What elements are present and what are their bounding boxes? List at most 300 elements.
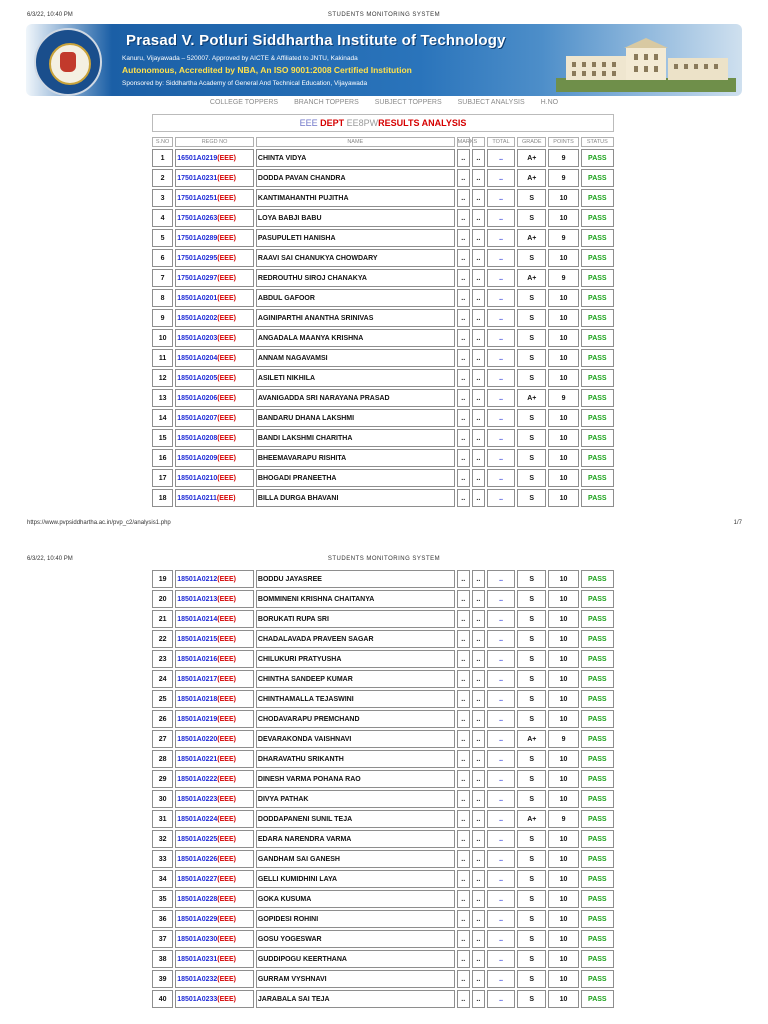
row-regd-no[interactable] [175,650,254,668]
nav-branch-toppers[interactable]: BRANCH TOPPERS [294,99,359,106]
row-status: PASS [581,289,614,307]
regd-dept-tag: (EEE) [217,254,236,262]
row-sno: 7 [152,269,173,287]
row-grade: S [517,590,546,608]
row-points: 10 [548,750,578,768]
row-status: PASS [581,429,614,447]
row-marks: .. [457,690,470,708]
nav-hno[interactable]: H.NO [540,99,559,106]
row-name: AVANIGADDA SRI NARAYANA PRASAD [256,389,455,407]
row-total: .. [487,790,515,808]
row-total: .. [487,349,515,367]
results-table [150,568,616,1010]
row-total: .. [487,610,515,628]
row-marks-2: .. [472,349,485,367]
row-grade: A+ [517,169,546,187]
regd-dept-tag: (EEE) [217,354,236,362]
row-marks-2: .. [472,870,485,888]
row-name: ANNAM NAGAVAMSI [256,349,455,367]
row-marks: .. [457,770,470,788]
row-points: 10 [548,429,578,447]
row-points: 10 [548,349,578,367]
table-row [152,870,614,888]
row-status: PASS [581,850,614,868]
regd-number[interactable]: 18501A0232 [177,975,218,983]
row-regd-no[interactable] [175,890,254,908]
row-marks: .. [457,630,470,648]
row-regd-no[interactable] [175,910,254,928]
row-sno: 10 [152,329,173,347]
row-status: PASS [581,690,614,708]
row-regd-no[interactable] [175,950,254,968]
row-status: PASS [581,149,614,167]
table-row [152,429,614,447]
regd-dept-tag: (EEE) [217,895,236,903]
row-marks-2: .. [472,750,485,768]
col-marks: MARKS [457,139,478,145]
institute-logo-icon [34,28,102,96]
row-name: DHARAVATHU SRIKANTH [256,750,455,768]
row-marks: .. [457,870,470,888]
regd-number[interactable]: 18501A0229 [177,915,218,923]
row-points: 10 [548,449,578,467]
row-marks-2: .. [472,489,485,507]
table-row [152,830,614,848]
row-total: .. [487,710,515,728]
regd-dept-tag: (EEE) [217,454,236,462]
regd-number[interactable]: 18501A0214 [177,615,218,623]
regd-number[interactable]: 18501A0210 [177,474,218,482]
page-header [0,8,768,22]
row-name: CHINTHAMALLA TEJASWINI [256,690,455,708]
regd-number[interactable]: 18501A0223 [177,795,218,803]
regd-dept-tag: (EEE) [217,995,236,1003]
row-grade: S [517,429,546,447]
row-marks: .. [457,590,470,608]
regd-number[interactable]: 18501A0224 [177,815,218,823]
regd-number[interactable]: 16501A0219 [177,154,218,162]
row-name: CHODAVARAPU PREMCHAND [256,710,455,728]
regd-number[interactable]: 18501A0230 [177,935,218,943]
row-regd-no[interactable] [175,369,254,387]
row-regd-no[interactable] [175,990,254,1008]
row-grade: S [517,950,546,968]
row-marks-2: .. [472,389,485,407]
row-grade: S [517,930,546,948]
table-row [152,710,614,728]
row-marks: .. [457,289,470,307]
row-sno: 8 [152,289,173,307]
row-sno: 37 [152,930,173,948]
row-sno: 34 [152,870,173,888]
row-sno: 2 [152,169,173,187]
row-marks-2: .. [472,890,485,908]
row-marks: .. [457,790,470,808]
nav-subject-analysis[interactable]: SUBJECT ANALYSIS [457,99,525,106]
row-sno: 25 [152,690,173,708]
row-regd-no[interactable] [175,810,254,828]
row-points: 10 [548,890,578,908]
regd-number[interactable]: 18501A0204 [177,354,218,362]
row-regd-no[interactable] [175,870,254,888]
row-sno: 3 [152,189,173,207]
row-marks: .. [457,169,470,187]
row-name: GOKA KUSUMA [256,890,455,908]
regd-number[interactable]: 18501A0203 [177,334,218,342]
regd-number[interactable]: 18501A0218 [177,695,218,703]
row-marks-2: .. [472,650,485,668]
regd-number[interactable]: 18501A0209 [177,454,218,462]
row-grade: S [517,630,546,648]
page-url: https://www.pvpsiddhartha.ac.in/pvp_c2/analysis1.php [27,520,171,526]
row-marks-2: .. [472,570,485,588]
row-sno: 39 [152,970,173,988]
row-name: PASUPULETI HANISHA [256,229,455,247]
row-regd-no[interactable] [175,970,254,988]
regd-number[interactable]: 18501A0226 [177,855,218,863]
regd-dept-tag: (EEE) [217,394,236,402]
row-sno: 14 [152,409,173,427]
row-status: PASS [581,830,614,848]
table-row [152,970,614,988]
row-grade: S [517,970,546,988]
row-marks-2: .. [472,189,485,207]
row-total: .. [487,890,515,908]
regd-number[interactable]: 18501A0207 [177,414,218,422]
row-regd-no[interactable] [175,790,254,808]
row-status: PASS [581,189,614,207]
row-name: JARABALA SAI TEJA [256,990,455,1008]
table-row [152,930,614,948]
nav-subject-toppers[interactable]: SUBJECT TOPPERS [374,99,442,106]
row-name: GELLI KUMIDHINI LAYA [256,870,455,888]
row-total: .. [487,670,515,688]
regd-number[interactable]: 17501A0289 [177,234,218,242]
regd-number[interactable]: 17501A0231 [177,174,218,182]
regd-number[interactable]: 18501A0212 [177,575,218,583]
row-regd-no[interactable] [175,309,254,327]
regd-number[interactable]: 18501A0217 [177,675,218,683]
regd-dept-tag: (EEE) [217,695,236,703]
row-regd-no[interactable] [175,169,254,187]
row-points: 10 [548,930,578,948]
regd-number[interactable]: 17501A0251 [177,194,218,202]
row-name: BILLA DURGA BHAVANI [256,489,455,507]
row-grade: S [517,610,546,628]
row-marks-2: .. [472,970,485,988]
row-regd-no[interactable] [175,289,254,307]
row-sno: 13 [152,389,173,407]
row-regd-no[interactable] [175,149,254,167]
page-number: 1/7 [733,520,742,526]
row-points: 10 [548,790,578,808]
row-total: .. [487,730,515,748]
regd-number[interactable]: 18501A0213 [177,595,218,603]
table-row [152,730,614,748]
row-sno: 28 [152,750,173,768]
row-sno: 16 [152,449,173,467]
regd-number[interactable]: 18501A0211 [177,494,217,502]
row-regd-no[interactable] [175,730,254,748]
regd-dept-tag: (EEE) [217,815,236,823]
row-status: PASS [581,229,614,247]
row-total: .. [487,169,515,187]
row-total: .. [487,289,515,307]
row-total: .. [487,830,515,848]
row-marks: .. [457,950,470,968]
nav-college-toppers[interactable]: COLLEGE TOPPERS [209,99,279,106]
row-points: 10 [548,990,578,1008]
row-sno: 17 [152,469,173,487]
results-table-2 [150,568,616,1010]
row-name: GURRAM VYSHNAVI [256,970,455,988]
table-row [152,690,614,708]
row-regd-no[interactable] [175,830,254,848]
row-sno: 27 [152,730,173,748]
regd-number[interactable]: 18501A0215 [177,635,218,643]
row-status: PASS [581,870,614,888]
regd-dept-tag: (EEE) [217,675,236,683]
row-sno: 24 [152,670,173,688]
row-points: 9 [548,730,578,748]
row-marks-2: .. [472,169,485,187]
row-name: GUDDIPOGU KEERTHANA [256,950,455,968]
page-datetime: 6/3/22, 10:40 PM [27,556,73,562]
row-regd-no[interactable] [175,429,254,447]
row-regd-no[interactable] [175,449,254,467]
regd-number[interactable]: 18501A0202 [177,314,218,322]
row-regd-no[interactable] [175,249,254,267]
table-row [152,469,614,487]
row-regd-no[interactable] [175,770,254,788]
row-regd-no[interactable] [175,269,254,287]
row-marks: .. [457,489,470,507]
col-grade: GRADE [517,137,546,147]
row-grade: A+ [517,389,546,407]
row-grade: A+ [517,229,546,247]
row-grade: S [517,990,546,1008]
row-total: .. [487,449,515,467]
row-marks: .. [457,149,470,167]
row-status: PASS [581,630,614,648]
row-grade: A+ [517,149,546,167]
regd-number[interactable]: 18501A0205 [177,374,218,382]
row-marks-2: .. [472,249,485,267]
row-marks: .. [457,409,470,427]
row-sno: 22 [152,630,173,648]
row-regd-no[interactable] [175,409,254,427]
row-marks: .. [457,329,470,347]
row-points: 10 [548,830,578,848]
row-marks-2: .. [472,830,485,848]
row-total: .. [487,930,515,948]
table-row [152,409,614,427]
row-status: PASS [581,389,614,407]
col-points: POINTS [548,137,578,147]
regd-dept-tag: (EEE) [217,334,236,342]
row-regd-no[interactable] [175,630,254,648]
row-regd-no[interactable] [175,209,254,227]
row-status: PASS [581,489,614,507]
regd-number[interactable]: 18501A0206 [177,394,218,402]
row-regd-no[interactable] [175,329,254,347]
row-status: PASS [581,670,614,688]
table-row [152,289,614,307]
regd-number[interactable]: 18501A0233 [177,995,218,1003]
row-grade: A+ [517,810,546,828]
row-regd-no[interactable] [175,570,254,588]
row-marks-2: .. [472,690,485,708]
row-marks: .. [457,710,470,728]
row-sno: 19 [152,570,173,588]
regd-number[interactable]: 18501A0219 [177,715,218,723]
row-name: BANDARU DHANA LAKSHMI [256,409,455,427]
regd-number[interactable]: 17501A0297 [177,274,218,282]
row-name: REDROUTHU SIROJ CHANAKYA [256,269,455,287]
row-grade: S [517,790,546,808]
row-status: PASS [581,790,614,808]
regd-number[interactable]: 18501A0225 [177,835,218,843]
row-marks: .. [457,930,470,948]
row-regd-no[interactable] [175,389,254,407]
row-name: LOYA BABJI BABU [256,209,455,227]
row-regd-no[interactable] [175,489,254,507]
row-status: PASS [581,449,614,467]
row-points: 9 [548,149,578,167]
row-grade: S [517,710,546,728]
row-grade: S [517,189,546,207]
row-grade: A+ [517,269,546,287]
row-name: GANDHAM SAI GANESH [256,850,455,868]
regd-dept-tag: (EEE) [217,615,236,623]
row-regd-no[interactable] [175,670,254,688]
table-row [152,630,614,648]
row-status: PASS [581,409,614,427]
table-row [152,489,614,507]
row-marks-2: .. [472,269,485,287]
row-name: DODDA PAVAN CHANDRA [256,169,455,187]
row-marks: .. [457,349,470,367]
row-grade: S [517,289,546,307]
row-status: PASS [581,730,614,748]
row-total: .. [487,489,515,507]
row-total: .. [487,309,515,327]
row-points: 10 [548,209,578,227]
row-sno: 33 [152,850,173,868]
row-marks-2: .. [472,790,485,808]
table-row [152,850,614,868]
regd-number[interactable]: 18501A0221 [177,755,218,763]
row-regd-no[interactable] [175,349,254,367]
row-status: PASS [581,349,614,367]
regd-number[interactable]: 18501A0220 [177,735,218,743]
col-regd: REGD NO [175,137,254,147]
row-regd-no[interactable] [175,610,254,628]
col-status: STATUS [581,137,614,147]
row-marks: .. [457,209,470,227]
row-regd-no[interactable] [175,690,254,708]
row-total: .. [487,249,515,267]
row-marks: .. [457,389,470,407]
row-status: PASS [581,249,614,267]
table-row [152,570,614,588]
row-points: 10 [548,630,578,648]
row-marks-2: .. [472,229,485,247]
regd-dept-tag: (EEE) [216,494,236,502]
regd-number[interactable]: 18501A0231 [177,955,218,963]
row-total: .. [487,269,515,287]
row-status: PASS [581,590,614,608]
row-status: PASS [581,770,614,788]
row-sno: 21 [152,610,173,628]
row-name: BOMMINENI KRISHNA CHAITANYA [256,590,455,608]
row-status: PASS [581,329,614,347]
regd-dept-tag: (EEE) [217,174,236,182]
row-points: 10 [548,850,578,868]
row-name: BANDI LAKSHMI CHARITHA [256,429,455,447]
row-regd-no[interactable] [175,189,254,207]
row-sno: 23 [152,650,173,668]
regd-number[interactable]: 17501A0295 [177,254,218,262]
regd-number[interactable]: 18501A0216 [177,655,218,663]
regd-dept-tag: (EEE) [217,575,236,583]
row-sno: 35 [152,890,173,908]
row-marks: .. [457,730,470,748]
row-regd-no[interactable] [175,930,254,948]
row-marks-2: .. [472,910,485,928]
regd-number[interactable]: 18501A0201 [177,294,218,302]
row-regd-no[interactable] [175,590,254,608]
regd-dept-tag: (EEE) [217,875,236,883]
row-points: 10 [548,469,578,487]
row-points: 9 [548,389,578,407]
row-sno: 6 [152,249,173,267]
regd-number[interactable]: 18501A0228 [177,895,218,903]
row-sno: 31 [152,810,173,828]
regd-dept-tag: (EEE) [217,294,236,302]
row-total: .. [487,409,515,427]
row-status: PASS [581,810,614,828]
row-regd-no[interactable] [175,229,254,247]
institute-sponsor: Sponsored by: Siddhartha Academy of General And Technical Education, Vijayawada [122,80,368,87]
row-total: .. [487,570,515,588]
regd-number[interactable]: 18501A0227 [177,875,218,883]
row-marks: .. [457,269,470,287]
campus-building-icon [556,38,736,92]
row-marks: .. [457,429,470,447]
row-grade: S [517,770,546,788]
row-marks: .. [457,469,470,487]
row-total: .. [487,429,515,447]
regd-number[interactable]: 18501A0208 [177,434,218,442]
row-regd-no[interactable] [175,750,254,768]
regd-dept-tag: (EEE) [217,935,236,943]
table-row [152,309,614,327]
row-total: .. [487,149,515,167]
row-marks-2: .. [472,329,485,347]
row-status: PASS [581,970,614,988]
regd-dept-tag: (EEE) [217,474,236,482]
row-regd-no[interactable] [175,710,254,728]
row-regd-no[interactable] [175,850,254,868]
row-sno: 18 [152,489,173,507]
row-status: PASS [581,890,614,908]
row-marks-2: .. [472,610,485,628]
regd-number[interactable]: 17501A0263 [177,214,218,222]
row-marks: .. [457,990,470,1008]
regd-number[interactable]: 18501A0222 [177,775,218,783]
row-regd-no[interactable] [175,469,254,487]
